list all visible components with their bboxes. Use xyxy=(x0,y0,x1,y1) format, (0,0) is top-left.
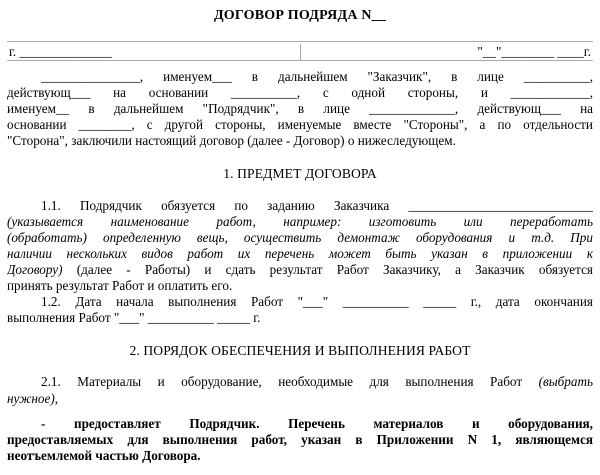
section-2-heading: 2. ПОРЯДОК ОБЕСПЕЧЕНИЯ И ВЫПОЛНЕНИЯ РАБОТ xyxy=(129,343,471,359)
clause-1-1-line-1: 1.1. Подрядчик обязуется по заданию Заказчика ____________________________ xyxy=(41,197,593,213)
city-field: г. ______________ xyxy=(9,44,112,59)
preamble-line-5: "Сторона", заключили настоящий договор (далее - Договор) о нижеследующем. xyxy=(7,133,456,149)
place-date-row xyxy=(7,41,593,61)
clause-1-1-line-6: принять результат Работ и оплатить его. xyxy=(7,278,233,294)
clause-2-1-line-1 xyxy=(7,374,593,390)
preamble-line-1: _______________, именуем___ в дальнейшем "Заказчик", в лице __________, xyxy=(41,69,593,84)
option-contractor-line-3: неотъемлемой частью Договора. xyxy=(7,447,201,463)
date-field: "__"________ ____г. xyxy=(300,44,594,60)
clause-2-1-option-contractor xyxy=(7,416,593,464)
clause-1-1-line-5-rest: (далее - Работы) и сдать результат Работ Заказчику, а Заказчик обязуется xyxy=(62,261,593,277)
clause-1-2-line-1: 1.2. Дата начала выполнения Работ "___" __________ _____ г., дата окончания xyxy=(41,294,593,310)
option-contractor-line-1 xyxy=(7,416,593,432)
section-1-heading: 1. ПРЕДМЕТ ДОГОВОРА xyxy=(223,166,377,182)
clause-1-2 xyxy=(7,294,593,326)
clause-2-1-line-2 xyxy=(7,391,593,407)
contract-title: ДОГОВОР ПОДРЯДА N__ xyxy=(213,8,387,23)
clause-2-1-line-1-text: 2.1. Материалы и оборудование, необходимые для выполнения Работ xyxy=(41,374,539,390)
clause-2-1 xyxy=(7,374,593,406)
clause-2-1-line-2-italic: нужное) xyxy=(7,390,55,406)
clause-2-1-line-1-italic: (выбрать xyxy=(538,374,593,390)
clause-1-1-line-3: (обработать) определенную вещь, осуществить демонтаж оборудования и т.д. При xyxy=(7,229,593,245)
option-dash: - xyxy=(41,415,74,431)
option-contractor-line-1-text: предоставляет Подрядчик. Перечень материалов и оборудования, xyxy=(73,415,593,431)
clause-1-1-line-4: наличии нескольких видов работ их перечень может быть указан в приложении к xyxy=(7,245,593,261)
preamble-line-3: именуем__ в дальнейшем "Подрядчик", в лице _____________, действующ___ на xyxy=(7,101,593,117)
clause-1-1-line-5-italic: Договору) xyxy=(7,261,63,277)
clause-1-1-line-2: (указывается наименование работ, например: изготовить или переработать xyxy=(7,213,593,229)
clause-1-2-line-2: выполнения Работ "___" __________ _____ г. xyxy=(7,310,261,326)
clause-2-1-line-2-rest: , xyxy=(54,390,59,406)
clause-1-1 xyxy=(7,198,593,295)
preamble-paragraph xyxy=(7,69,593,149)
option-contractor-line-2: предоставляемых для выполнения работ, указан в Приложении N 1, являющемся xyxy=(7,431,593,447)
clause-1-1-line-5 xyxy=(7,262,593,278)
preamble-line-4: основании ________, с другой стороны, именуемые вместе "Стороны", а по отдельности xyxy=(7,117,593,133)
preamble-line-2: действующ___ на основании __________, с одной стороны, и ____________, xyxy=(7,85,593,101)
document-page xyxy=(7,0,593,475)
